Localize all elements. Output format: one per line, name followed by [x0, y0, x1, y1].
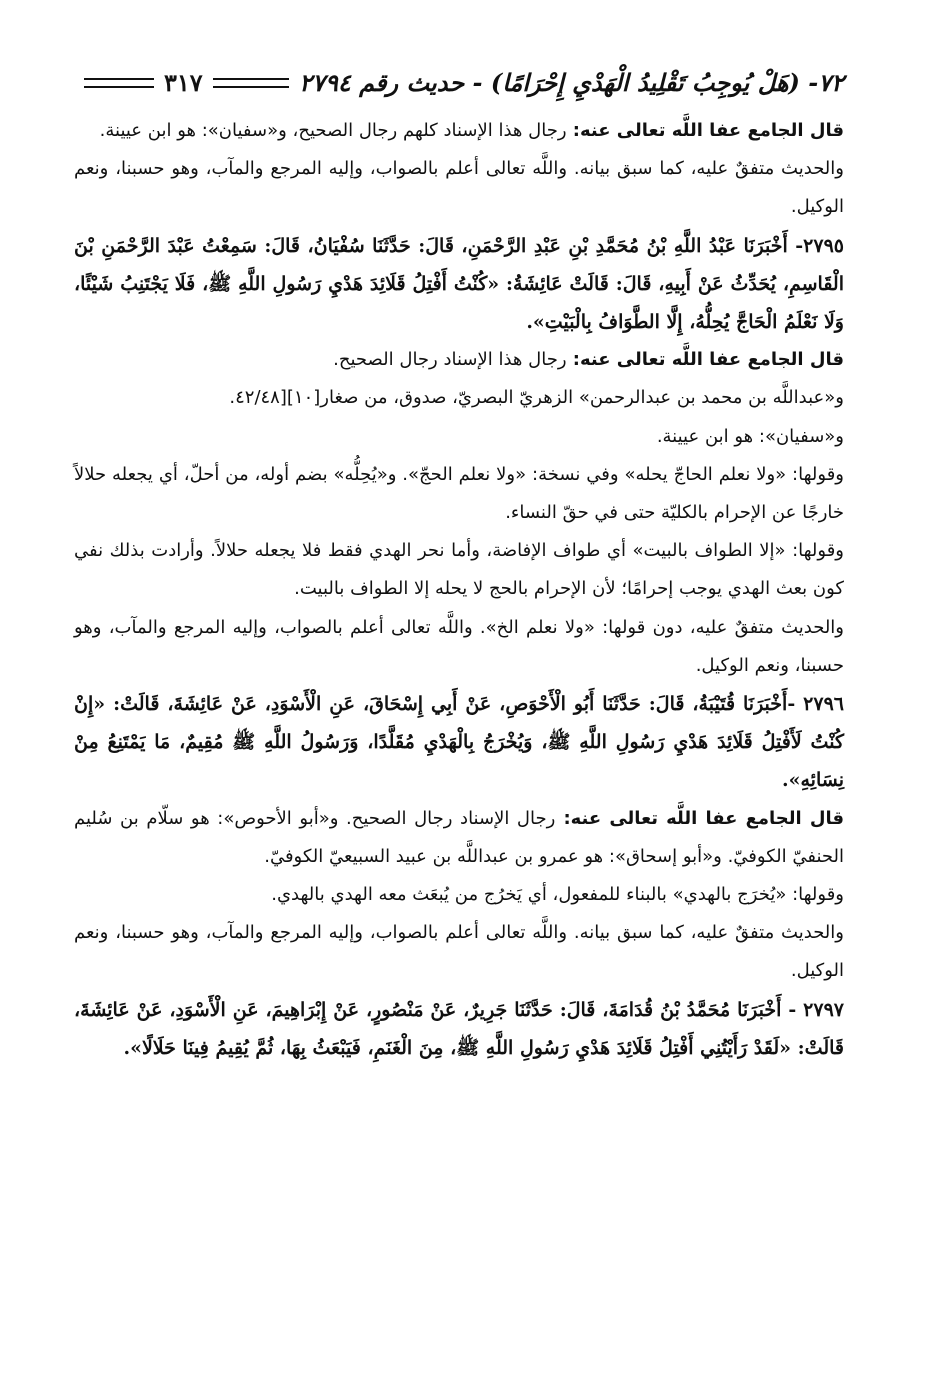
- header-rule: [213, 78, 290, 88]
- paragraph-lead: قال الجامع عفا اللَّه تعالى عنه:: [555, 807, 844, 829]
- paragraph-text: رجال هذا الإسناد كلهم رجال الصحيح، و«سفيان»: هو ابن عيينة.: [99, 120, 567, 141]
- hadith-text: [74, 991, 844, 1067]
- paragraph-text: رجال هذا الإسناد رجال الصحيح.: [333, 349, 567, 371]
- paragraph-text: والحديث متفقٌ عليه، كما سبق بيانه. واللَّه تعالى أعلم بالصواب، وإليه المرجع والمآب، وهو حسبنا، ونعم الوكيل.: [74, 922, 844, 982]
- paragraph: [74, 341, 844, 379]
- running-header: [74, 54, 844, 98]
- page-number: ٣١٧: [164, 68, 203, 97]
- paragraph-text: و«سفيان»: هو ابن عيينة.: [656, 425, 844, 447]
- paragraph-text: وقولها: «إلا الطواف بالبيت» أي طواف الإفاضة، وأما نحر الهدي فقط فلا يجعله حلالاً. وأرادت بذلك نفي كون بعث الهدي يوجب إحرامًا؛ لأن الإحرام بالحج لا يحله إلا الطواف بالبيت.: [74, 540, 844, 600]
- paragraph: [74, 800, 844, 876]
- paragraph: [74, 914, 844, 990]
- paragraph: [74, 150, 844, 226]
- paragraph: [74, 112, 844, 150]
- paragraph: [74, 418, 844, 456]
- paragraph-text: و«عبداللَّه بن محمد بن عبدالرحمن» الزهريّ البصريّ، صدوق، من صغار[١٠][٤٢/٤٨.: [229, 387, 844, 409]
- paragraph-text: وقولها: «ولا نعلم الحاجّ يحله» وفي نسخة: «ولا نعلم الحجّ». و«يُحِلُّه» بضم أوله، من أحلّ، أي يجعله حلالاً خارجًا عن الإحرام بالكليّة حتى في حقّ النساء.: [74, 463, 844, 524]
- paragraph: [74, 379, 844, 417]
- paragraph: [74, 609, 844, 685]
- chapter-title: ٧٢- (هَلْ يُوجِبُ تَقْلِيدُ الْهَدْيِ إِحْرَامًا) - حديث رقم ٢٧٩٤: [299, 68, 844, 97]
- book-page: [74, 54, 844, 1354]
- paragraph-lead: قال الجامع عفا اللَّه تعالى عنه:: [566, 120, 844, 141]
- paragraph-text: والحديث متفقٌ عليه، كما سبق بيانه. واللَّه تعالى أعلم بالصواب، وإليه المرجع والمآب، وهو حسبنا، ونعم الوكيل.: [74, 158, 844, 218]
- paragraph: [74, 456, 844, 532]
- header-rule-short: [84, 78, 154, 88]
- hadith-text: [74, 227, 844, 342]
- paragraph-text: ٢٧٩٥- أَخْبَرَنَا عَبْدُ اللَّهِ بْنُ مُحَمَّدِ بْنِ عَبْدِ الرَّحْمَنِ، قَالَ: حَدَّثَنَا سُفْيَانُ، قَالَ: سَمِعْتُ عَبْدَ الرَّحْمَنِ بْنَ الْقَاسِمِ، يُحَدِّثُ عَنْ أَبِيهِ، قَالَ: قَالَتْ عَائِشَةُ: «كُنْتُ أَفْتِلُ قَلَائِدَ هَدْيِ رَسُولِ اللَّهِ ﷺ، فَلَا يَجْتَنِبُ شَيْئًا، وَلَا نَعْلَمُ الْحَاجَّ يُحِلُّهُ، إِلَّا الطَّوَافُ بِالْبَيْتِ».: [74, 234, 844, 334]
- paragraph-text: ٢٧٩٦ -أَخْبَرَنَا قُتَيْبَةُ، قَالَ: حَدَّثَنَا أَبُو الْأَحْوَصِ، عَنْ أَبِي إِسْحَاقَ، عَنِ الْأَسْوَدِ، عَنْ عَائِشَةَ، قَالَتْ: «إِنْ كُنْتُ لَأَفْتِلُ قَلَائِدَ هَدْيِ رَسُولِ اللَّهِ ﷺ، وَيُخْرَجُ بِالْهَدْيِ مُقَلَّدًا، وَرَسُولُ اللَّهِ ﷺ مُقِيمٌ، مَا يَمْتَنِعُ مِنْ نِسَائِهِ».: [74, 693, 844, 792]
- paragraph-text: ٢٧٩٧ - أَخْبَرَنَا مُحَمَّدُ بْنُ قُدَامَةَ، قَالَ: حَدَّثَنَا جَرِيرٌ، عَنْ مَنْصُورٍ، عَنْ إِبْرَاهِيمَ، عَنِ الْأَسْوَدِ، عَنْ عَائِشَةَ، قَالَتْ: «لَقَدْ رَأَيْتُنِي أَفْتِلُ قَلَائِدَ هَدْيِ رَسُولِ اللَّهِ ﷺ، مِنَ الْغَنَمِ، فَيَبْعَثُ بِهَا، ثُمَّ يُقِيمُ فِينَا حَلَالًا».: [74, 998, 844, 1059]
- page-body: [74, 112, 844, 1067]
- paragraph: [74, 876, 844, 914]
- hadith-text: [74, 685, 844, 800]
- paragraph-text: وقولها: «يُخرَج بالهدي» بالبناء للمفعول، أي يَخرُج من يُبعَث معه الهدي بالهدي.: [271, 884, 844, 906]
- paragraph-lead: قال الجامع عفا اللَّه تعالى عنه:: [566, 349, 844, 371]
- paragraph: [74, 532, 844, 608]
- paragraph-text: والحديث متفقٌ عليه، دون قولها: «ولا نعلم الخ». واللَّه تعالى أعلم بالصواب، وإليه المرجع والمآب، وهو حسبنا، ونعم الوكيل.: [74, 616, 844, 676]
- paragraph-text: رجال الإسناد رجال الصحيح. و«أبو الأحوص»: هو سلّام بن سُليم الحنفيّ الكوفيّ. و«أبو إسحاق»: هو عمرو بن عبداللَّه بن عبيد السبيعيّ الكوفيّ.: [74, 807, 844, 867]
